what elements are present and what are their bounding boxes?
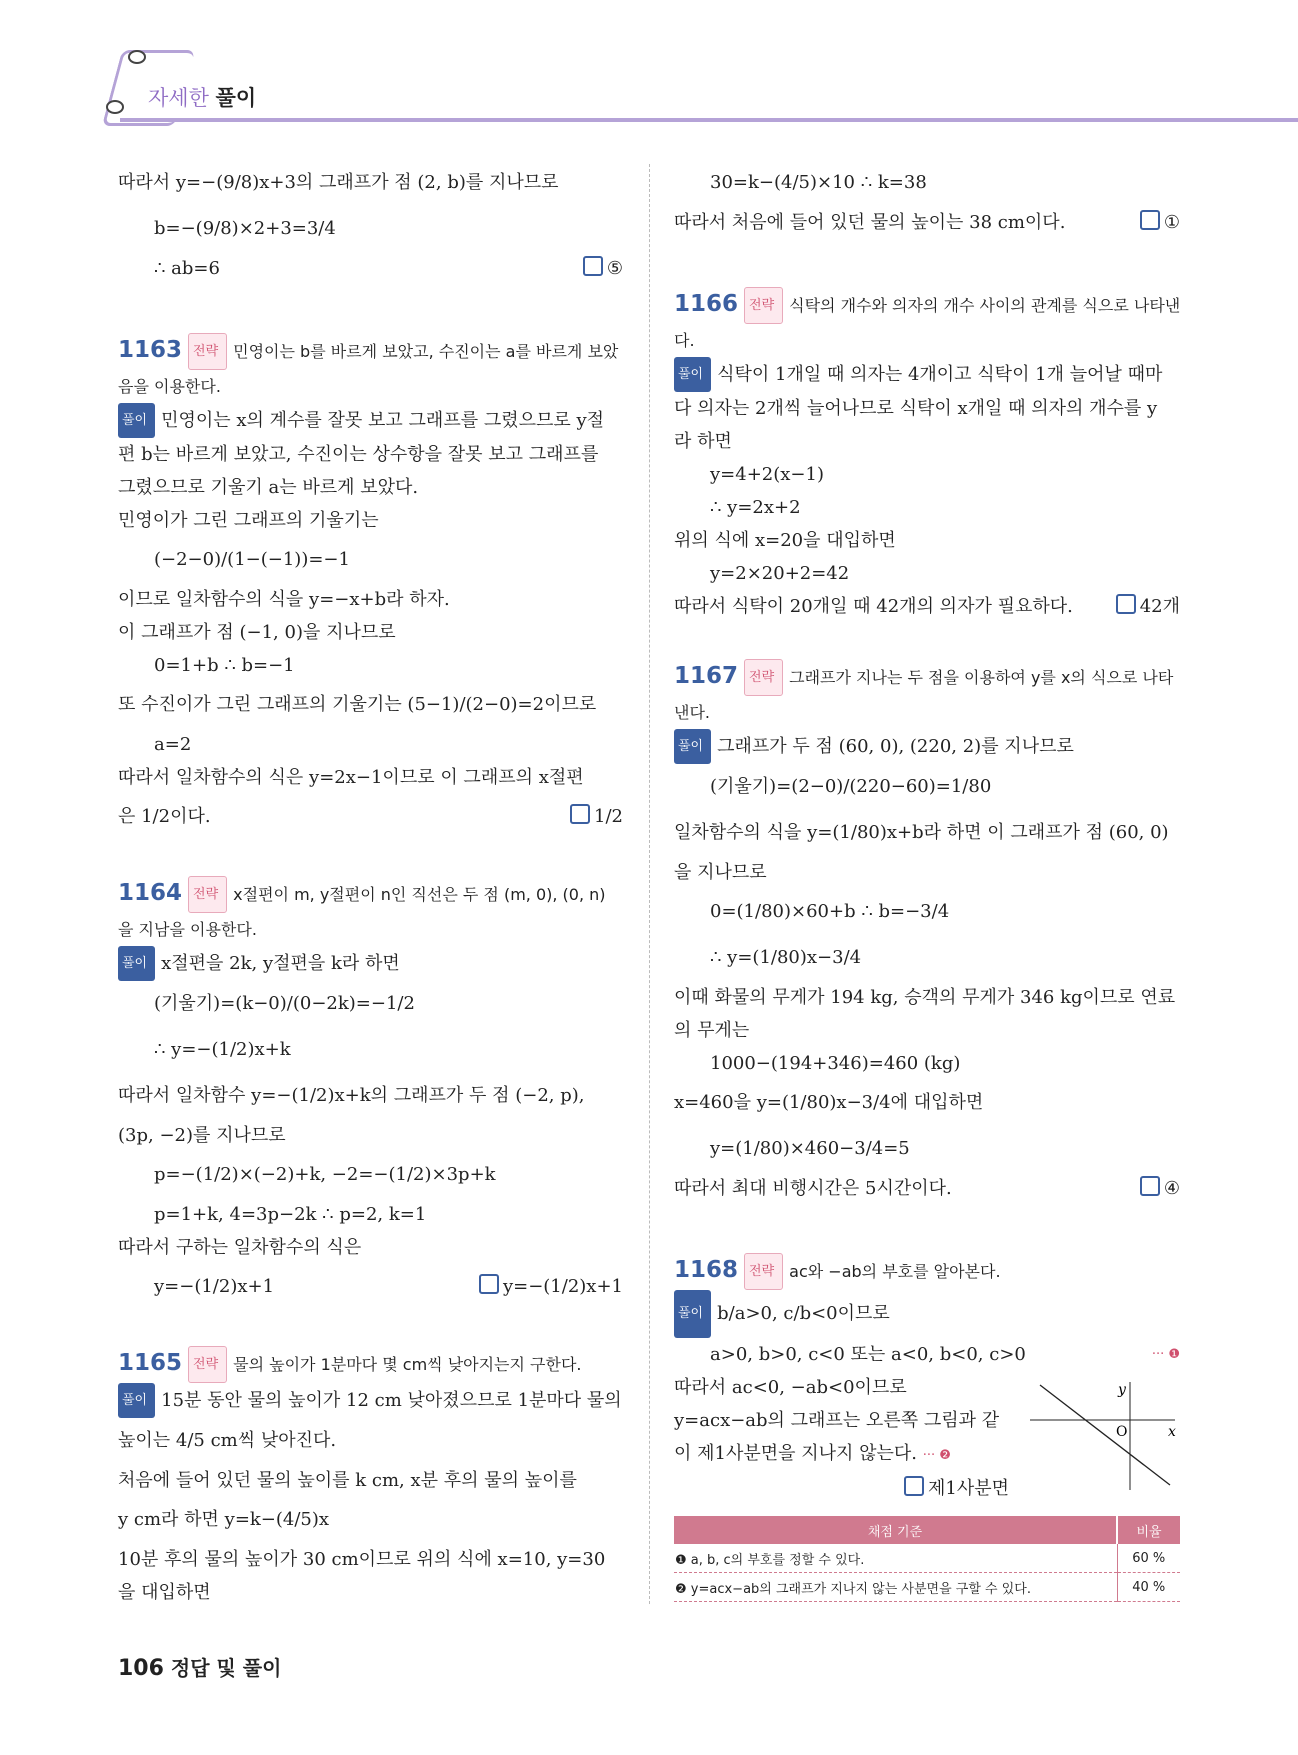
strategy-badge: 전략 [188,876,227,913]
solution-line: 따라서 일차함수의 식은 y=2x−1이므로 이 그래프의 x절편 [118,767,584,788]
solution-line: 그래프가 두 점 (60, 0), (220, 2)를 지나므로 [717,736,1074,757]
strategy-text: 다. [674,331,695,350]
table-row [674,1544,1180,1573]
equation: (기울기)=(k−0)/(0−2k)=−1/2 [154,993,415,1014]
strategy-text: 낸다. [674,703,710,722]
bee-icon [106,100,124,114]
solution-line: 처음에 들어 있던 물의 높이를 k cm, x분 후의 물의 높이를 [118,1470,577,1491]
solution-line: 다 의자는 2개씩 늘어나므로 식탁이 x개일 때 의자의 개수를 y [674,398,1158,419]
solution-line: 따라서 ac<0, −ab<0이므로 [674,1377,907,1398]
problem-1167 [674,659,1180,1205]
solution-line: 라 하면 [674,431,732,452]
column-divider [649,164,650,1604]
solution-line: 이므로 일차함수의 식을 y=−x+b라 하자. [118,589,450,610]
solution-line: 을 지나므로 [674,862,767,883]
text-line: 따라서 y=−(9/8)x+3의 그래프가 점 (2, b)를 지나므로 [118,172,559,193]
answer-icon [1140,1176,1160,1196]
equation: a=2 [154,734,192,755]
equation: 0=(1/80)×60+b ∴ b=−3/4 [710,901,950,922]
solution-line: 15분 동안 물의 높이가 12 cm 낮아졌으므로 1분마다 물의 [161,1390,622,1411]
criteria-mark-2: ··· ❷ [922,1448,951,1463]
table-header: 채점 기준 [674,1516,1117,1544]
equation: p=1+k, 4=3p−2k ∴ p=2, k=1 [154,1204,427,1225]
solution-line: 이때 화물의 무게가 194 kg, 승객의 무게가 346 kg이므로 연료 [674,987,1176,1008]
answer-mark: ⑤ [583,252,623,285]
solution-line: 민영이가 그린 그래프의 기울기는 [118,510,379,531]
strategy-text: 민영이는 b를 바르게 보았고, 수진이는 a를 바르게 보았 [233,342,619,361]
bee-icon [128,50,146,64]
strategy-text: 그래프가 지나는 두 점을 이용하여 y를 x의 식으로 나타 [789,668,1174,687]
solution-badge: 풀이 [674,1290,711,1338]
page-header-title: 자세한 풀이 [148,86,257,110]
equation: a>0, b>0, c<0 또는 a<0, b<0, c>0 [710,1344,1026,1365]
problem-1163 [118,333,623,840]
answer-icon [583,256,603,276]
solution-line: 따라서 구하는 일차함수의 식은 [118,1237,362,1258]
answer-icon [570,804,590,824]
solution-line: 의 무게는 [674,1020,750,1041]
equation: b=−(9/8)×2+3=3/4 [154,218,336,239]
criteria-mark-1: ··· ❶ [1151,1347,1180,1362]
solution-line: (3p, −2)를 지나므로 [118,1125,286,1146]
strategy-badge: 전략 [744,1253,783,1290]
equation: (기울기)=(2−0)/(220−60)=1/80 [710,776,992,797]
solution-badge: 풀이 [674,729,711,764]
strategy-badge: 전략 [188,333,227,370]
answer-mark: 42개 [1116,590,1180,623]
solution-line: 일차함수의 식을 y=(1/80)x+b라 하면 이 그래프가 점 (60, 0) [674,822,1169,843]
answer-mark: y=−(1/2)x+1 [479,1264,623,1310]
equation: ∴ y=−(1/2)x+k [154,1039,291,1060]
solution-badge: 풀이 [674,357,711,392]
solution-line: b/a>0, c/b<0이므로 [717,1303,890,1324]
solution-line: y=acx−ab의 그래프는 오른쪽 그림과 같 [674,1410,1000,1431]
equation: 1000−(194+346)=460 (kg) [710,1053,961,1074]
problem-number: 1164 [118,880,183,906]
solution-line: 을 대입하면 [118,1582,211,1603]
solution-line: 따라서 최대 비행시간은 5시간이다. [674,1178,952,1199]
solution-line: 높이는 4/5 cm씩 낮아진다. [118,1430,337,1451]
answer-mark: 제1사분면 [674,1472,1180,1505]
strategy-badge: 전략 [188,1346,227,1383]
equation: y=4+2(x−1) [710,464,824,485]
problem-number: 1166 [674,291,739,317]
table-cell: ❶ a, b, c의 부호를 정할 수 있다. [674,1544,1117,1573]
equation: y=(1/80)×460−3/4=5 [710,1138,910,1159]
solution-line: 위의 식에 x=20을 대입하면 [674,530,896,551]
answer-mark: 1/2 [570,794,623,840]
solution-line: 편 b는 바르게 보았고, 수진이는 상수항을 잘못 보고 그래프를 [118,444,599,465]
strategy-text: x절편이 m, y절편이 n인 직선은 두 점 (m, 0), (0, n) [233,885,606,904]
problem-1164 [118,876,623,1310]
table-cell: 60 % [1117,1544,1180,1573]
equation: (−2−0)/(1−(−1))=−1 [154,549,350,570]
problem-number: 1168 [674,1257,739,1283]
scoring-table [674,1516,1180,1602]
solution-line: 은 1/2이다. [118,806,211,827]
solution-line: 이 그래프가 점 (−1, 0)을 지나므로 [118,622,396,643]
solution-line: 식탁이 1개일 때 의자는 4개이고 식탁이 1개 늘어날 때마 [717,364,1163,385]
strategy-text: 음을 이용한다. [118,377,221,396]
problem-1165 [118,1346,623,1609]
solution-line: x절편을 2k, y절편을 k라 하면 [161,953,400,974]
problem-number: 1165 [118,1350,183,1376]
page-number: 106 [118,1656,164,1681]
equation: ∴ y=2x+2 [710,497,801,518]
solution-line: 따라서 처음에 들어 있던 물의 높이는 38 cm이다. [674,212,1066,233]
x-axis-label: x [1168,1424,1176,1440]
answer-icon [479,1274,499,1294]
table-cell: 40 % [1117,1573,1180,1602]
graph-line [1040,1385,1170,1485]
solution-line: 그렸으므로 기울기 a는 바르게 보았다. [118,477,419,498]
solution-badge: 풀이 [118,946,155,981]
graph-figure [1030,1380,1180,1490]
answer-icon [1116,594,1136,614]
table-header: 비율 [1117,1516,1180,1544]
origin-label: O [1116,1424,1128,1440]
solution-line: 따라서 식탁이 20개일 때 42개의 의자가 필요하다. [674,596,1073,617]
solution-line: 따라서 일차함수 y=−(1/2)x+k의 그래프가 두 점 (−2, p), [118,1085,585,1106]
equation: ∴ y=(1/80)x−3/4 [710,947,862,968]
equation: 0=1+b ∴ b=−1 [154,655,295,676]
strategy-text: 을 지남을 이용한다. [118,920,257,939]
equation: y=2×20+2=42 [710,563,850,584]
solution-line: x=460을 y=(1/80)x−3/4에 대입하면 [674,1092,984,1113]
answer-mark: ① [1140,206,1180,239]
solution-line: 이 제1사분면을 지나지 않는다. [674,1443,917,1464]
equation: y=−(1/2)x+1 [154,1276,275,1297]
y-axis-label: y [1118,1382,1126,1398]
problem-number: 1163 [118,337,183,363]
right-column [674,160,1180,1505]
strategy-badge: 전략 [744,287,783,324]
strategy-text: 식탁의 개수와 의자의 개수 사이의 관계를 식으로 나타낸 [789,296,1181,315]
solution-line: 10분 후의 물의 높이가 30 cm이므로 위의 식에 x=10, y=30 [118,1549,606,1570]
header-rule [120,118,1298,122]
solution-badge: 풀이 [118,403,155,438]
solution-line: 민영이는 x의 계수를 잘못 보고 그래프를 그렸으므로 y절 [161,410,605,431]
equation: 30=k−(4/5)×10 ∴ k=38 [710,172,927,193]
footer-label: 정답 및 풀이 [170,1656,282,1680]
table-row [674,1573,1180,1602]
equation: ∴ ab=6 ⑤ [118,252,623,285]
problem-number: 1167 [674,663,739,689]
strategy-text: ac와 −ab의 부호를 알아본다. [789,1262,1001,1281]
page-footer [118,1652,281,1681]
problem-1166 [674,287,1180,623]
strategy-text: 물의 높이가 1분마다 몇 cm씩 낮아지는지 구한다. [233,1355,582,1374]
answer-mark: ④ [1140,1172,1180,1205]
solution-line: 또 수진이가 그린 그래프의 기울기는 (5−1)/(2−0)=2이므로 [118,694,597,715]
strategy-badge: 전략 [744,659,783,696]
table-cell: ❷ y=acx−ab의 그래프가 지나지 않는 사분면을 구할 수 있다. [674,1573,1117,1602]
answer-icon [1140,210,1160,230]
solution-badge: 풀이 [118,1383,155,1418]
solution-line: y cm라 하면 y=k−(4/5)x [118,1509,330,1530]
answer-icon [904,1476,924,1496]
left-column [118,160,623,1609]
equation: p=−(1/2)×(−2)+k, −2=−(1/2)×3p+k [154,1164,496,1185]
